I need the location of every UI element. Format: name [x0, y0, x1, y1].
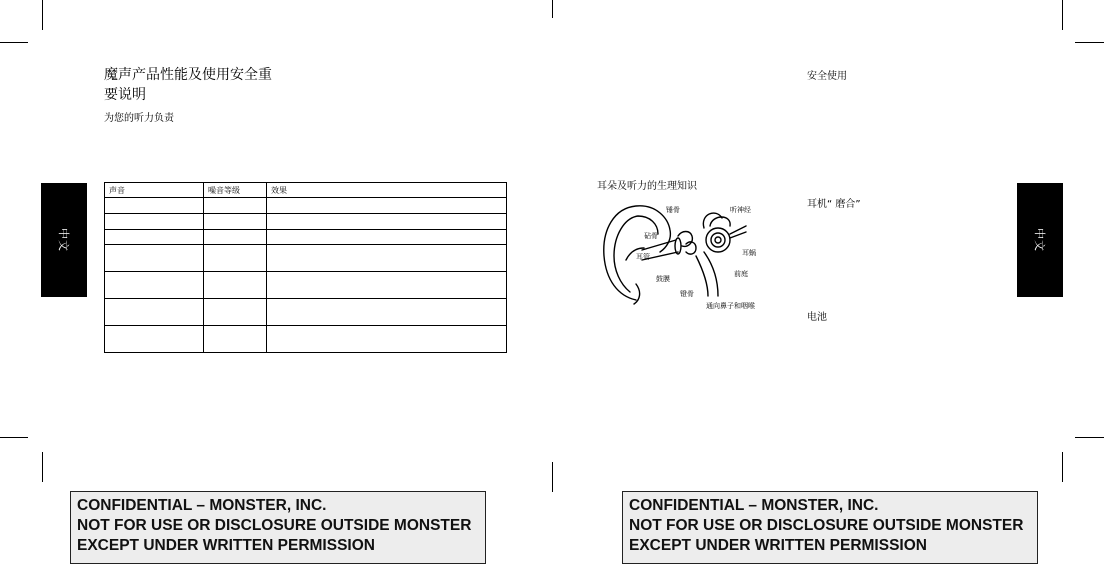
label-hammer: 锤骨: [666, 206, 680, 214]
crop-mark: [0, 437, 28, 438]
confidential-notice-right: [622, 491, 1038, 564]
crop-mark: [1062, 0, 1063, 30]
table-cell: [204, 299, 267, 326]
crop-mark: [1062, 452, 1063, 482]
column-header-sound: 声音: [105, 183, 204, 198]
table-cell: [267, 214, 507, 230]
subtitle: 为您的听力负责: [104, 113, 174, 124]
page-title-line1: 魔声产品性能及使用安全重: [104, 67, 272, 83]
crop-mark: [1075, 42, 1104, 43]
table-cell: [204, 272, 267, 299]
page-title: [104, 65, 272, 105]
noise-level-table: [104, 182, 507, 353]
crop-mark: [42, 452, 43, 482]
confidential-notice-left: [70, 491, 486, 564]
table-row: [105, 326, 507, 353]
label-stirrup: 镫骨: [680, 290, 694, 298]
heading-ear-knowledge: 耳朵及听力的生理知识: [597, 181, 697, 192]
table-cell: [105, 272, 204, 299]
language-tab-label: 中文: [1033, 228, 1046, 252]
table-cell: [267, 299, 507, 326]
table-cell: [204, 230, 267, 245]
label-to-nose-throat: 通向鼻子和咽喉: [706, 302, 755, 310]
crop-mark: [42, 0, 43, 30]
table-row: [105, 198, 507, 214]
label-vestibule: 前庭: [734, 270, 748, 278]
label-anvil: 砧骨: [644, 232, 658, 240]
crop-mark: [552, 0, 553, 18]
confidential-line2: NOT FOR USE OR DISCLOSURE OUTSIDE MONSTER: [629, 517, 1024, 534]
table-cell: [267, 272, 507, 299]
table-row: [105, 230, 507, 245]
table-cell: [105, 245, 204, 272]
table-row: [105, 214, 507, 230]
table-cell: [267, 326, 507, 353]
column-header-noise-level: 噪音等级: [204, 183, 267, 198]
table-row: [105, 245, 507, 272]
language-tab-left: [41, 183, 87, 297]
label-auditory-nerve: 听神经: [730, 206, 751, 214]
heading-headphone-fit: 耳机“ 磨合”: [807, 199, 861, 210]
table-cell: [267, 245, 507, 272]
table-cell: [204, 198, 267, 214]
table-cell: [204, 326, 267, 353]
table-cell: [204, 245, 267, 272]
confidential-line3: EXCEPT UNDER WRITTEN PERMISSION: [629, 537, 927, 554]
table-row: [105, 299, 507, 326]
heading-battery: 电池: [807, 312, 827, 323]
table-cell: [105, 326, 204, 353]
column-header-effect: 效果: [267, 183, 507, 198]
crop-mark: [552, 462, 553, 492]
label-eardrum: 鼓膜: [656, 275, 670, 283]
table-cell: [105, 230, 204, 245]
table-row: [105, 272, 507, 299]
confidential-line2: NOT FOR USE OR DISCLOSURE OUTSIDE MONSTER: [77, 517, 472, 534]
ear-anatomy-diagram: [596, 200, 766, 315]
table-cell: [105, 198, 204, 214]
language-tab-label: 中文: [57, 228, 70, 252]
language-tab-right: [1017, 183, 1063, 297]
table-cell: [267, 230, 507, 245]
table-cell: [105, 214, 204, 230]
table-cell: [267, 198, 507, 214]
label-ear-canal: 耳管: [636, 253, 650, 261]
label-cochlea: 耳蜗: [742, 249, 756, 257]
crop-mark: [0, 42, 28, 43]
confidential-line3: EXCEPT UNDER WRITTEN PERMISSION: [77, 537, 375, 554]
heading-safe-use: 安全使用: [807, 71, 847, 82]
page-title-line2: 要说明: [104, 87, 146, 103]
crop-mark: [1075, 437, 1104, 438]
table-cell: [204, 214, 267, 230]
table-cell: [105, 299, 204, 326]
confidential-line1: CONFIDENTIAL – MONSTER, INC.: [77, 497, 327, 514]
confidential-line1: CONFIDENTIAL – MONSTER, INC.: [629, 497, 879, 514]
